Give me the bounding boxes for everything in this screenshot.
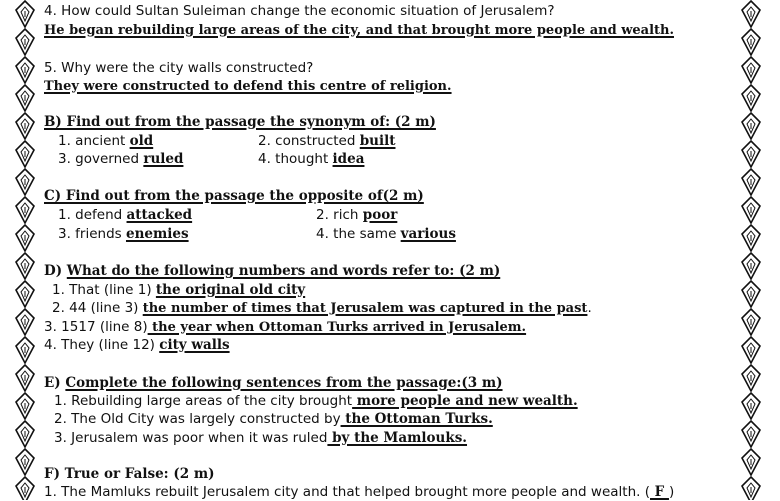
section-e-title: E) Complete the following sentences from the passage:(3 m): [44, 375, 503, 391]
section-d-item-3: 3. 1517 (line 8) the year when Ottoman Turks arrived in Jerusalem.: [44, 319, 527, 335]
section-b-item-4: 4. thought idea: [258, 151, 365, 167]
section-c-item-1: 1. defend attacked: [58, 207, 193, 223]
section-e-item-3: 3. Jerusalem was poor when it was ruled by the Mamlouks.: [54, 430, 468, 446]
section-d-item-1: 1. That (line 1) the original old city: [52, 282, 306, 298]
answer-4: He began rebuilding large areas of the city, and that brought more people and wealth.: [44, 23, 674, 38]
section-b-item-3: 3. governed ruled: [58, 151, 184, 167]
right-decorative-border: [740, 0, 762, 500]
section-b-answer-4: idea: [332, 151, 365, 167]
section-c-title: C) Find out from the passage the opposite of(2 m): [44, 188, 424, 204]
section-c-item-2: 2. rich poor: [316, 207, 398, 223]
worksheet-content: [44, 0, 734, 500]
section-b-answer-2: built: [359, 133, 396, 149]
section-e-answer-1: more people and new wealth.: [352, 393, 578, 409]
section-f-answer-1: F: [649, 484, 669, 500]
question-5: 5. Why were the city walls constructed?: [44, 60, 314, 76]
section-b-item-1: 1. ancient old: [58, 133, 154, 149]
section-e-answer-2: the Ottoman Turks.: [340, 411, 493, 427]
section-e-item-1: 1. Rebuilding large areas of the city brought more people and new wealth.: [54, 393, 578, 409]
section-d-answer-2: the number of times that Jerusalem was captured in the past: [142, 301, 588, 316]
section-c-item-4: 4. the same various: [316, 226, 456, 242]
section-b-answer-3: ruled: [143, 151, 184, 167]
section-c-answer-2: poor: [362, 207, 398, 223]
section-d-answer-3: the year when Ottoman Turks arrived in Jerusalem.: [147, 320, 527, 335]
section-f-title: F) True or False: (2 m): [44, 466, 215, 482]
section-b-item-2: 2. constructed built: [258, 133, 396, 149]
section-b-answer-1: old: [129, 133, 154, 149]
section-d-title: D) What do the following numbers and words refer to: (2 m): [44, 263, 501, 279]
answer-5: They were constructed to defend this centre of religion.: [44, 79, 452, 94]
section-c-answer-1: attacked: [126, 207, 193, 223]
section-d-item-2: 2. 44 (line 3) the number of times that Jerusalem was captured in the past.: [52, 300, 592, 316]
section-c-answer-4: various: [400, 226, 456, 242]
section-f-item-1: 1. The Mamluks rebuilt Jerusalem city and that helped brought more people and wealth. ( F ): [44, 484, 675, 500]
left-decorative-border: [14, 0, 36, 500]
section-d-answer-1: the original old city: [155, 282, 306, 298]
section-c-answer-3: enemies: [125, 226, 189, 242]
section-d-answer-4: city walls: [159, 337, 230, 353]
section-e-answer-3: by the Mamlouks.: [327, 430, 468, 446]
section-b-title: B) Find out from the passage the synonym of: (2 m): [44, 114, 436, 130]
section-e-item-2: 2. The Old City was largely constructed by the Ottoman Turks.: [54, 411, 493, 427]
question-4: 4. How could Sultan Suleiman change the economic situation of Jerusalem?: [44, 3, 555, 19]
section-d-item-4: 4. They (line 12) city walls: [44, 337, 230, 353]
section-c-item-3: 3. friends enemies: [58, 226, 189, 242]
